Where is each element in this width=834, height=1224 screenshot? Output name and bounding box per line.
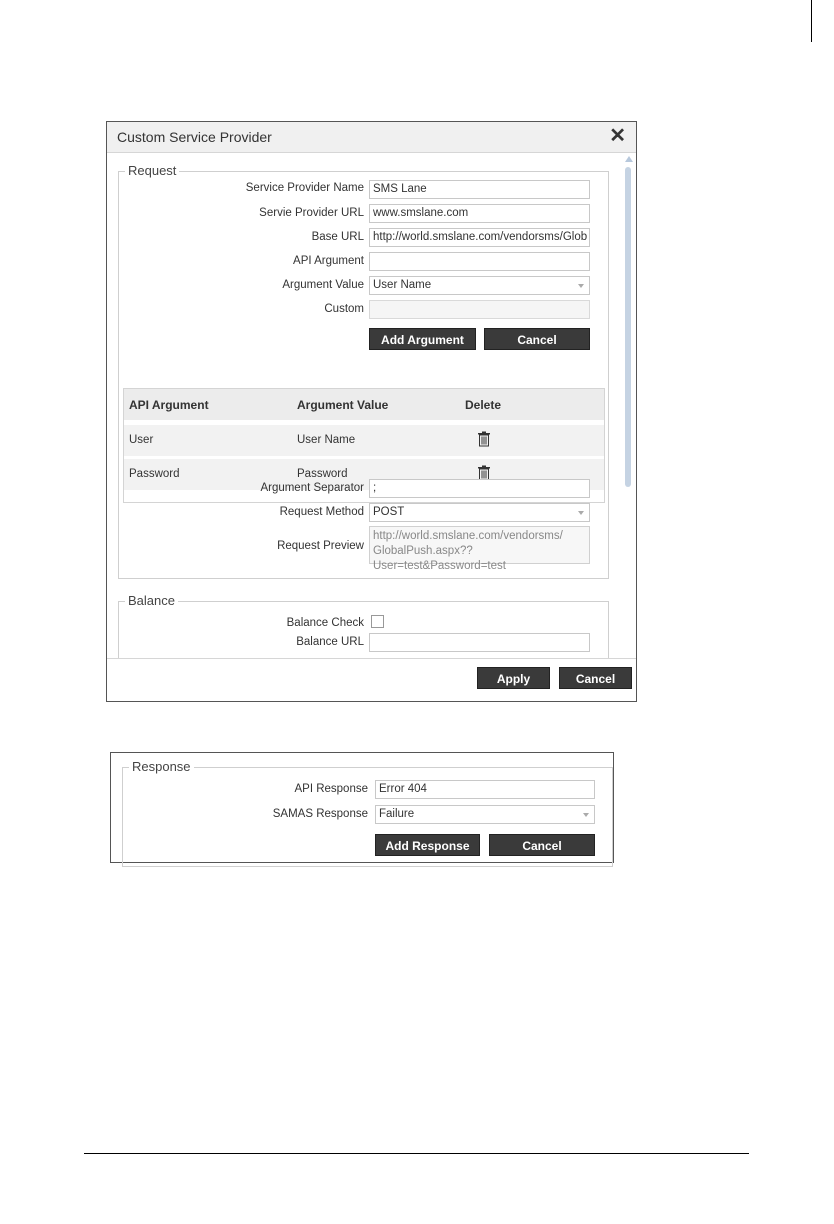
balance-url-input[interactable] xyxy=(369,633,590,652)
custom-label: Custom xyxy=(324,303,364,315)
base-url-input[interactable]: http://world.smslane.com/vendorsms/Glob xyxy=(369,228,590,247)
argument-separator-label: Argument Separator xyxy=(260,482,364,494)
service-provider-name-label: Service Provider Name xyxy=(245,182,364,194)
scroll-up-icon[interactable] xyxy=(625,156,633,162)
response-panel xyxy=(110,752,614,863)
chevron-down-icon xyxy=(583,813,589,817)
api-argument-input[interactable] xyxy=(369,252,590,271)
argument-cancel-button[interactable]: Cancel xyxy=(484,328,590,350)
balance-legend: Balance xyxy=(125,593,178,608)
page-rule-bottom xyxy=(84,1153,749,1154)
request-preview-label: Request Preview xyxy=(277,540,364,552)
samas-response-selected: Failure xyxy=(379,808,415,820)
api-response-input[interactable]: Error 404 xyxy=(375,780,595,799)
balance-check-checkbox[interactable] xyxy=(371,615,384,628)
api-response-label: API Response xyxy=(294,783,368,795)
scroll-thumb[interactable] xyxy=(625,167,631,487)
table-row xyxy=(124,425,604,456)
request-method-selected: POST xyxy=(373,506,405,518)
request-preview-line: GlobalPush.aspx?? xyxy=(373,545,473,557)
chevron-down-icon xyxy=(578,511,584,515)
argument-value-label: Argument Value xyxy=(282,279,364,291)
api-argument-label: API Argument xyxy=(293,255,364,267)
row-api-argument: User xyxy=(129,434,154,446)
trash-icon[interactable] xyxy=(477,431,491,447)
request-preview-line: http://world.smslane.com/vendorsms/ xyxy=(373,530,563,542)
custom-service-provider-dialog xyxy=(106,121,637,702)
dialog-header xyxy=(107,122,636,153)
apply-button[interactable]: Apply xyxy=(477,667,550,689)
argument-value-select[interactable] xyxy=(369,276,590,295)
request-method-label: Request Method xyxy=(279,506,364,518)
response-legend: Response xyxy=(129,759,194,774)
service-provider-url-label: Servie Provider URL xyxy=(259,207,364,219)
base-url-label: Base URL xyxy=(311,231,364,243)
column-header-api-argument: API Argument xyxy=(129,398,209,412)
add-argument-button[interactable]: Add Argument xyxy=(369,328,476,350)
request-preview-line: User=test&Password=test xyxy=(373,560,506,572)
argument-separator-input[interactable]: ; xyxy=(369,479,590,498)
table-header xyxy=(124,389,604,420)
response-cancel-button[interactable]: Cancel xyxy=(489,834,595,856)
argument-value-selected: User Name xyxy=(373,279,432,291)
column-header-delete: Delete xyxy=(465,398,502,412)
request-method-select[interactable] xyxy=(369,503,590,522)
row-api-argument: Password xyxy=(129,468,180,480)
close-icon[interactable]: ✕ xyxy=(609,125,626,147)
request-legend: Request xyxy=(125,163,179,178)
dialog-title: Custom Service Provider xyxy=(117,129,272,145)
samas-response-label: SAMAS Response xyxy=(272,808,368,820)
service-provider-name-input[interactable]: SMS Lane xyxy=(369,180,590,199)
column-header-argument-value: Argument Value xyxy=(297,398,389,412)
page-rule-top xyxy=(811,0,812,42)
dialog-scroll-area[interactable] xyxy=(107,153,622,681)
dialog-footer xyxy=(107,658,636,701)
balance-url-label: Balance URL xyxy=(296,636,364,648)
vertical-scrollbar[interactable] xyxy=(622,153,636,681)
service-provider-url-input[interactable]: www.smslane.com xyxy=(369,204,590,223)
add-response-button[interactable]: Add Response xyxy=(375,834,480,856)
dialog-cancel-button[interactable]: Cancel xyxy=(559,667,632,689)
request-preview-textarea[interactable] xyxy=(369,526,590,572)
row-argument-value: User Name xyxy=(297,434,356,446)
balance-check-label: Balance Check xyxy=(286,617,364,629)
row-argument-value: Password xyxy=(297,468,348,480)
chevron-down-icon xyxy=(578,284,584,288)
custom-input[interactable] xyxy=(369,300,590,319)
samas-response-select[interactable] xyxy=(375,805,595,824)
